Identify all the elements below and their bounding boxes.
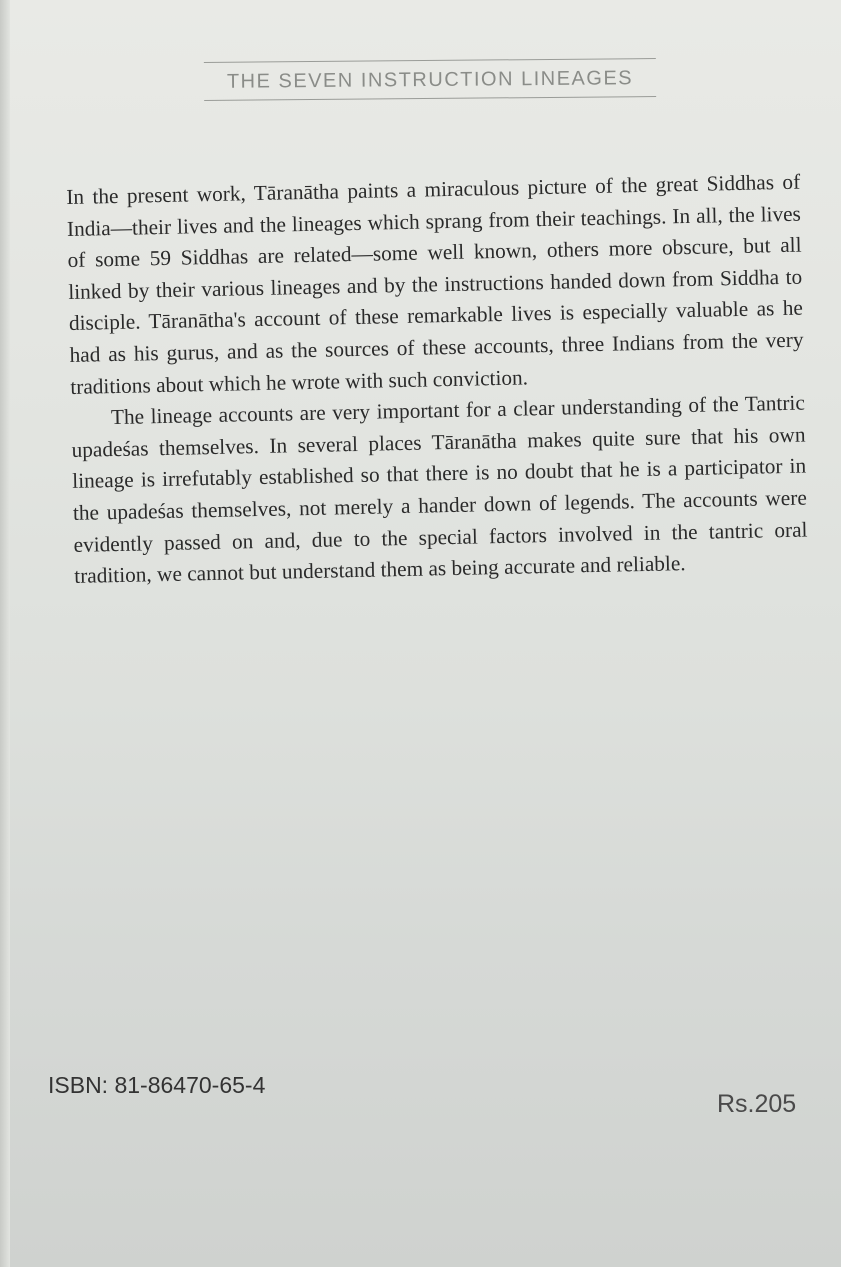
blurb-paragraph-2: The lineage accounts are very important for a clear understanding of the Tantric upadeśas themselves. In several places Tāranātha makes quite sure that his own lineage is irrefutably established so that there is no doubt that he is a participator in the upadeśas themselves, not merely a hander down of legends. The accounts were evidently passed on and, due to the special factors involved in the tantric oral tradition, we cannot but understand them as being accurate and reliable.	[71, 390, 808, 589]
isbn-label: ISBN: 81-86470-65-4	[48, 1072, 266, 1098]
running-header	[200, 58, 660, 101]
blurb-text	[66, 167, 808, 593]
blurb-paragraph-1: In the present work, Tāranātha paints a miraculous picture of the great Siddhas of India—their lives and the lineages which sprang from their teachings. In all, the lives of some 59 Siddhas are related—some well known, others more obscure, but all linked by their various lineages and by the instructions handed down from Siddha to disciple. Tāranātha's account of these remarkable lives is especially valuable as he had as his gurus, and as the sources of these accounts, three Indians from the very traditions about which he wrote with such conviction.	[66, 169, 804, 399]
header-title: THE SEVEN INSTRUCTION LINEAGES	[226, 67, 634, 93]
cover-edge	[0, 0, 10, 1267]
price-label: Rs.205	[717, 1090, 797, 1118]
